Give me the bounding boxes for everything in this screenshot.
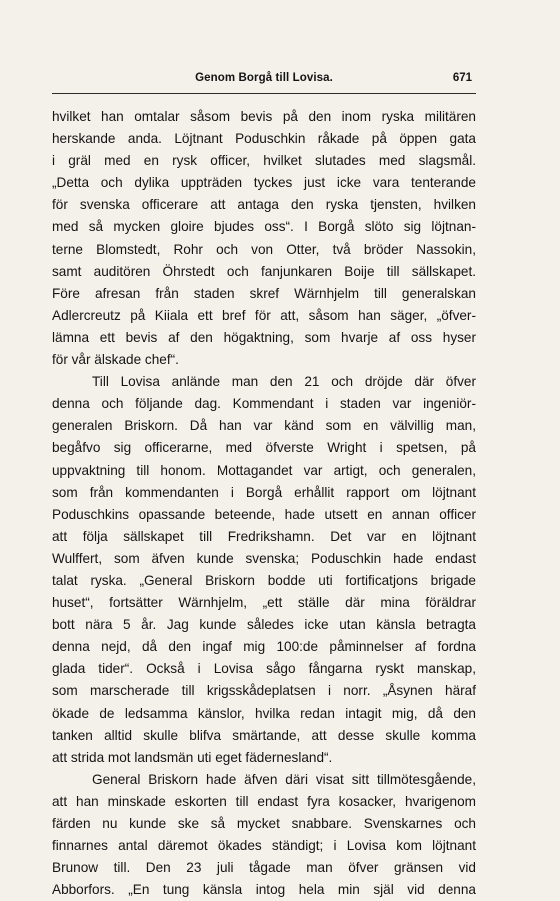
text-line: Adlercreutz på Kiiala ett bref för att, såsom han säger, „öfver- [52, 307, 476, 323]
text-line: ökade de ledsamma känslor, hvilka redan intagit mig, då den [52, 705, 476, 721]
text-line: för vår älskade chef“. [52, 352, 179, 368]
text-line: för svenska officerare att antaga den ryska tjensten, hvilken [52, 197, 476, 213]
page-number: 671 [452, 72, 472, 84]
text-line: att följa sällskapet till Fredrikshamn. Det var en löjtnant [52, 528, 476, 544]
text-line: att han minskade eskorten till endast fyra kosacker, hvarigenom [52, 793, 476, 809]
text-line: finnarnes antal däremot ökades ständigt; i Lovisa kom löjtnant [52, 838, 476, 854]
text-line: som från kommendanten i Borgå erhållit rapport om löjtnant [52, 484, 476, 500]
header-rule [52, 93, 476, 94]
text-line: tanken alltid skulle blifva smärtande, att desse skulle komma [52, 727, 476, 743]
text-line: Före afresan från staden skref Wärnhjelm till generalskan [52, 285, 476, 301]
text-line: som marscherade till krigsskådeplatsen i norr. „Åsynen häraf [52, 683, 476, 699]
text-line: uppvaktning till honom. Mottagandet var artigt, och generalen, [52, 462, 476, 478]
text-line: samt auditören Öhrstedt och fanjunkaren Boije till sällskapet. [52, 263, 476, 279]
text-line: lämna ett bevis af den högaktning, som hvarje af oss hyser [52, 329, 476, 345]
text-line: Brunow till. Den 23 juli tågade man öfver gränsen vid [52, 860, 476, 876]
text-line: Poduschkins opassande beteende, hade utsett en annan officer [52, 506, 476, 522]
text-line: huset“, fortsätter Wärnhjelm, „ett ställe där mina föräldrar [52, 595, 476, 611]
text-line: generalen Briskorn. Då han var känd som en välvillig man, [52, 418, 476, 434]
text-line: denna och följande dag. Kommendant i staden var ingeniör- [52, 396, 476, 412]
text-line: bott nära 5 år. Jag kunde således icke utan känsla betragta [52, 617, 476, 633]
text-line: terne Blomstedt, Rohr och von Otter, två bröder Nassokin, [52, 241, 476, 257]
text-line: Till Lovisa anlände man den 21 och dröjde där öfver [92, 374, 476, 390]
text-line: herskande anda. Löjtnant Poduschkin råkade på öppen gata [52, 131, 476, 147]
running-title: Genom Borgå till Lovisa. [195, 72, 333, 84]
text-line: Wulffert, som äfven kunde svenska; Poduschkin hade endast [52, 550, 476, 566]
text-line: begåfvo sig officerarne, med öfverste Wright i spetsen, på [52, 440, 476, 456]
text-line: hvilket han omtalar såsom bevis på den inom ryska militären [52, 109, 476, 124]
text-line: i gräl med en rysk officer, hvilket slutades med slagsmål. [52, 153, 476, 169]
text-line: färden nu kunde ske så mycket snabbare. Svenskarnes och [52, 816, 476, 831]
body-text [52, 106, 476, 901]
text-line: glada tider“. Också i Lovisa sågo fångarna ryskt manskap, [52, 661, 476, 677]
running-head [52, 72, 476, 94]
text-line: denna nejd, då den ingaf mig 100:de påminnelser af fordna [52, 639, 476, 655]
text-line: General Briskorn hade äfven däri visat sitt tillmötesgående, [92, 771, 476, 787]
text-line: talat ryska. „General Briskorn bodde uti fortificatjons brigade [52, 572, 476, 588]
text-line: Abborfors. „En tung känsla intog hela min själ vid denna [52, 882, 476, 898]
text-line: att strida mot landsmän uti eget fädernesland“. [52, 749, 333, 765]
text-line: „Detta och dylika uppträden tyckes just icke vara tenterande [52, 175, 476, 191]
text-line: med så mycken gloire bjudes oss“. I Borgå slöto sig löjtnan- [52, 219, 476, 235]
